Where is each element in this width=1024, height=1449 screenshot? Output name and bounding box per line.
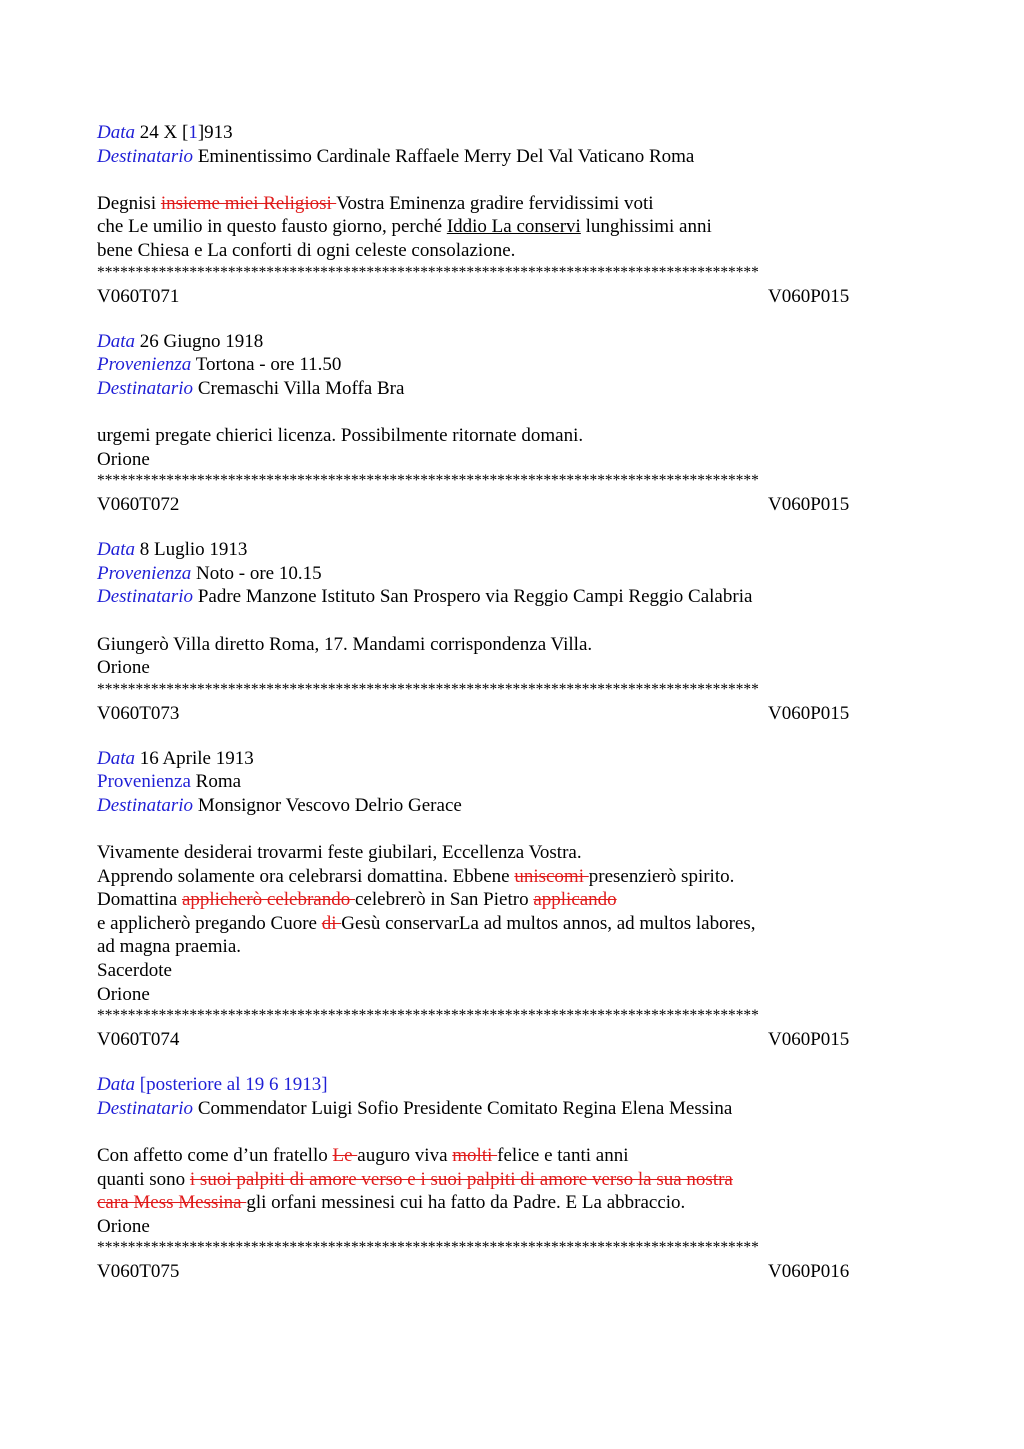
body-line <box>97 1191 927 1215</box>
signature-title: Sacerdote <box>97 960 172 982</box>
signature: Orione <box>97 1215 150 1237</box>
recipient-label: Destinatario <box>97 586 194 608</box>
text: Gesù conservarLa ad multos annos, ad multos labores, <box>341 912 756 934</box>
recipient-label: Destinatario <box>97 1097 194 1119</box>
recipient-line <box>97 145 927 169</box>
document-code: V060T074 <box>97 1029 180 1051</box>
signature: Orione <box>97 657 150 679</box>
document-code: V060T072 <box>97 494 180 516</box>
body-line <box>97 1144 927 1168</box>
date-line <box>97 1073 927 1097</box>
origin-label: Provenienza <box>97 562 192 584</box>
date-line <box>97 330 927 354</box>
page-code: V060P016 <box>768 1261 850 1283</box>
deleted-text: applicando <box>533 889 617 911</box>
text: felice e tanti anni <box>497 1145 629 1166</box>
origin-value: Roma <box>195 771 242 793</box>
text: Domattina <box>97 889 182 911</box>
recipient-line <box>97 794 927 818</box>
document-code: V060T073 <box>97 702 180 724</box>
text: Apprendo solamente ora celebrarsi domattina. Ebbene <box>97 865 515 887</box>
body-line <box>97 912 927 936</box>
text: Vostra Eminenza gradire fervidissimi voti <box>336 192 654 214</box>
text: che Le umilio in questo fausto giorno, perché <box>97 216 447 238</box>
recipient-line <box>97 377 927 401</box>
text: auguro viva <box>357 1145 453 1166</box>
page-code: V060P015 <box>768 285 850 307</box>
date-value-c: ]913 <box>197 122 233 143</box>
code-row <box>97 283 927 311</box>
text: quanti sono <box>97 1168 190 1190</box>
letter-4 <box>97 747 927 1055</box>
code-row <box>97 1026 927 1054</box>
origin-line <box>97 562 927 586</box>
signature: Orione <box>97 983 150 1005</box>
body-line: urgemi pregate chierici licenza. Possibilmente ritornate domani. <box>97 424 584 446</box>
deleted-text: Le <box>332 1145 358 1166</box>
text: e applicherò pregando Cuore <box>97 912 322 934</box>
recipient-value: Monsignor Vescovo Delrio Gerace <box>197 794 462 816</box>
text: gli orfani messinesi cui ha fatto da Padre. E La abbraccio. <box>246 1192 686 1214</box>
date-label: Data <box>97 1074 135 1096</box>
document-code: V060T075 <box>97 1261 180 1283</box>
separator: ************************************************************************************** <box>97 1239 759 1257</box>
signature: Orione <box>97 448 150 470</box>
origin-value: Tortona - ore 11.50 <box>195 354 342 376</box>
recipient-value: Eminentissimo Cardinale Raffaele Merry Del Val Vaticano Roma <box>197 145 695 167</box>
deleted-text: i suoi palpiti di amore verso e i suoi palpiti di amore verso la sua nostra <box>189 1168 733 1190</box>
code-row <box>97 491 927 519</box>
code-row <box>97 1258 927 1286</box>
body-line: Giungerò Villa diretto Roma, 17. Mandami corrispondenza Villa. <box>97 633 593 655</box>
body-line: bene Chiesa e La conforti di ogni celeste consolazione. <box>97 239 516 261</box>
body-line <box>97 192 927 216</box>
recipient-label: Destinatario <box>97 794 194 816</box>
page-code: V060P015 <box>768 494 850 516</box>
date-value-b: 1 <box>188 122 198 143</box>
underlined-text: Iddio La conservi <box>446 216 581 238</box>
date-label: Data <box>97 539 135 561</box>
recipient-value: Commendator Luigi Sofio Presidente Comitato Regina Elena Messina <box>197 1097 733 1119</box>
letter-1 <box>97 121 927 311</box>
text: presenzierò spirito. <box>588 865 735 887</box>
recipient-line <box>97 1097 927 1121</box>
deleted-text: cara Mess Messina <box>97 1192 247 1214</box>
letter-5 <box>97 1073 927 1286</box>
separator: ************************************************************************************** <box>97 472 759 490</box>
recipient-value: Padre Manzone Istituto San Prospero via Reggio Campi Reggio Calabria <box>197 586 753 608</box>
body-line <box>97 888 927 912</box>
date-line <box>97 121 927 145</box>
origin-label: Provenienza <box>97 354 192 376</box>
page-code: V060P015 <box>768 1029 850 1051</box>
date-label: Data <box>97 330 135 352</box>
text: celebrerò in San Pietro <box>354 889 534 911</box>
deleted-text: molti <box>452 1145 498 1166</box>
body-line <box>97 865 927 889</box>
body-line: ad magna praemia. <box>97 936 242 958</box>
date-value: 26 Giugno 1918 <box>139 330 264 352</box>
origin-value: Noto - ore 10.15 <box>196 562 322 584</box>
date-value: [posteriore al 19 6 1913] <box>139 1074 328 1096</box>
code-row <box>97 700 927 728</box>
recipient-label: Destinatario <box>97 145 194 167</box>
document-page <box>97 121 927 1286</box>
separator: ************************************************************************************** <box>97 1007 759 1025</box>
body-line <box>97 215 927 239</box>
origin-line <box>97 353 927 377</box>
origin-label: Provenienza <box>97 771 191 793</box>
body-line <box>97 1168 927 1192</box>
origin-line <box>97 770 927 794</box>
date-value: 16 Aprile 1913 <box>139 747 254 769</box>
text: Degnisi <box>97 192 161 214</box>
deleted-text: applicherò celebrando <box>181 889 355 911</box>
page-code: V060P015 <box>768 702 850 724</box>
recipient-line <box>97 585 927 609</box>
deleted-text: di <box>321 912 342 934</box>
date-line <box>97 538 927 562</box>
recipient-value: Cremaschi Villa Moffa Bra <box>197 377 405 399</box>
separator: ************************************************************************************** <box>97 263 759 281</box>
deleted-text: insieme miei Religiosi <box>160 192 337 214</box>
body-line: Vivamente desiderai trovarmi feste giubilari, Eccellenza Vostra. <box>97 842 582 864</box>
date-value-a: 24 X [ <box>139 122 189 143</box>
deleted-text: uniscomi <box>514 865 589 887</box>
letter-2 <box>97 330 927 520</box>
text: lunghissimi anni <box>580 216 712 238</box>
recipient-label: Destinatario <box>97 377 194 399</box>
date-line <box>97 747 927 771</box>
separator: ************************************************************************************** <box>97 680 759 698</box>
date-label: Data <box>97 747 135 769</box>
date-label: Data <box>97 122 135 143</box>
letter-3 <box>97 538 927 728</box>
text: Con affetto come d’un fratello <box>97 1145 333 1166</box>
document-code: V060T071 <box>97 285 180 307</box>
date-value: 8 Luglio 1913 <box>139 539 248 561</box>
